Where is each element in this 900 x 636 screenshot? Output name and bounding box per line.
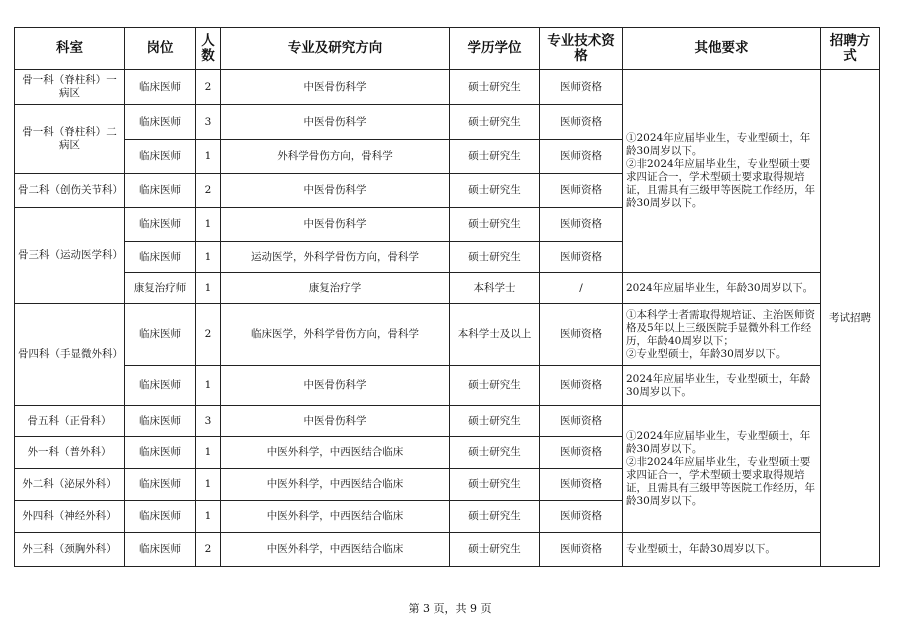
qualification-cell: 医师资格 <box>540 469 623 501</box>
count-cell: 1 <box>196 366 221 406</box>
dept-cell: 骨五科（正骨科） <box>15 406 125 437</box>
count-cell: 1 <box>196 469 221 501</box>
header-degree: 学历学位 <box>450 28 540 70</box>
dept-cell: 外二科（泌尿外科） <box>15 469 125 501</box>
count-cell: 1 <box>196 273 221 304</box>
degree-cell: 硕士研究生 <box>450 140 540 174</box>
header-count: 人数 <box>196 28 221 70</box>
dept-cell: 骨二科（创伤关节科） <box>15 174 125 208</box>
header-row <box>15 28 880 70</box>
position-cell: 临床医师 <box>125 501 196 533</box>
header-method: 招聘方式 <box>821 28 880 70</box>
count-cell: 3 <box>196 406 221 437</box>
count-cell: 2 <box>196 304 221 366</box>
position-cell: 临床医师 <box>125 533 196 567</box>
major-cell: 中医外科学，中西医结合临床 <box>221 501 450 533</box>
recruitment-table <box>14 27 880 567</box>
requirement-item: ①2024年应届毕业生，专业型硕士，年龄30周岁以下。 <box>626 430 811 455</box>
position-cell: 临床医师 <box>125 208 196 242</box>
dept-cell: 骨一科（脊柱科）一病区 <box>15 70 125 105</box>
dept-cell: 外三科（颈胸外科） <box>15 533 125 567</box>
major-cell: 中医骨伤科学 <box>221 105 450 140</box>
qualification-cell: 医师资格 <box>540 406 623 437</box>
other-requirements-cell: 2024年应届毕业生，专业型硕士，年龄30周岁以下。 <box>623 366 821 406</box>
position-cell: 临床医师 <box>125 70 196 105</box>
degree-cell: 硕士研究生 <box>450 366 540 406</box>
major-cell: 中医骨伤科学 <box>221 406 450 437</box>
position-cell: 临床医师 <box>125 174 196 208</box>
degree-cell: 本科学士 <box>450 273 540 304</box>
degree-cell: 硕士研究生 <box>450 105 540 140</box>
qualification-cell: 医师资格 <box>540 437 623 469</box>
count-cell: 1 <box>196 242 221 273</box>
position-cell: 临床医师 <box>125 366 196 406</box>
other-requirements-cell <box>623 304 821 366</box>
qualification-cell: 医师资格 <box>540 242 623 273</box>
degree-cell: 硕士研究生 <box>450 501 540 533</box>
position-cell: 临床医师 <box>125 469 196 501</box>
qualification-cell: 医师资格 <box>540 174 623 208</box>
count-cell: 1 <box>196 437 221 469</box>
qualification-cell: 医师资格 <box>540 140 623 174</box>
requirement-item: ①本科学士者需取得规培证、主治医师资格及5年以上三级医院手显微外科工作经历，年龄40周岁以下； <box>626 308 815 347</box>
qualification-cell: / <box>540 273 623 304</box>
table-row <box>15 273 880 304</box>
header-dept: 科室 <box>15 28 125 70</box>
degree-cell: 硕士研究生 <box>450 533 540 567</box>
major-cell: 康复治疗学 <box>221 273 450 304</box>
table-row <box>15 304 880 366</box>
other-requirements-cell <box>623 70 821 273</box>
qualification-cell: 医师资格 <box>540 366 623 406</box>
table-row <box>15 366 880 406</box>
degree-cell: 硕士研究生 <box>450 208 540 242</box>
position-cell: 临床医师 <box>125 242 196 273</box>
major-cell: 外科学骨伤方向，骨科学 <box>221 140 450 174</box>
requirement-item: ①2024年应届毕业生，专业型硕士，年龄30周岁以下。 <box>626 132 811 157</box>
major-cell: 中医骨伤科学 <box>221 366 450 406</box>
degree-cell: 硕士研究生 <box>450 242 540 273</box>
dept-cell: 外四科（神经外科） <box>15 501 125 533</box>
major-cell: 运动医学，外科学骨伤方向，骨科学 <box>221 242 450 273</box>
degree-cell: 硕士研究生 <box>450 174 540 208</box>
count-cell: 2 <box>196 70 221 105</box>
count-cell: 1 <box>196 208 221 242</box>
position-cell: 临床医师 <box>125 406 196 437</box>
count-cell: 2 <box>196 533 221 567</box>
table-row <box>15 406 880 437</box>
count-cell: 1 <box>196 140 221 174</box>
qualification-cell: 医师资格 <box>540 70 623 105</box>
degree-cell: 本科学士及以上 <box>450 304 540 366</box>
qualification-cell: 医师资格 <box>540 501 623 533</box>
count-cell: 2 <box>196 174 221 208</box>
dept-cell: 骨四科（手显微外科） <box>15 304 125 406</box>
major-cell: 中医外科学，中西医结合临床 <box>221 469 450 501</box>
dept-cell: 骨一科（脊柱科）二病区 <box>15 105 125 174</box>
qualification-cell: 医师资格 <box>540 208 623 242</box>
header-other: 其他要求 <box>623 28 821 70</box>
degree-cell: 硕士研究生 <box>450 437 540 469</box>
position-cell: 临床医师 <box>125 105 196 140</box>
table-row <box>15 70 880 105</box>
major-cell: 中医骨伤科学 <box>221 174 450 208</box>
requirement-item: ②专业型硕士，年龄30周岁以下。 <box>626 347 787 360</box>
qualification-cell: 医师资格 <box>540 304 623 366</box>
qualification-cell: 医师资格 <box>540 105 623 140</box>
other-requirements-cell: 专业型硕士，年龄30周岁以下。 <box>623 533 821 567</box>
header-position: 岗位 <box>125 28 196 70</box>
major-cell: 中医外科学，中西医结合临床 <box>221 437 450 469</box>
major-cell: 临床医学，外科学骨伤方向，骨科学 <box>221 304 450 366</box>
degree-cell: 硕士研究生 <box>450 70 540 105</box>
position-cell: 临床医师 <box>125 304 196 366</box>
other-requirements-cell <box>623 406 821 533</box>
page-footer: 第 3 页，共 9 页 <box>408 602 492 615</box>
header-qualification: 专业技术资格 <box>540 28 623 70</box>
requirement-item: ②非2024年应届毕业生，专业型硕士要求四证合一，学术型硕士要求取得规培证，且需具有三级甲等医院工作经历，年龄30周岁以下。 <box>626 158 815 209</box>
position-cell: 康复治疗师 <box>125 273 196 304</box>
major-cell: 中医外科学，中西医结合临床 <box>221 533 450 567</box>
position-cell: 临床医师 <box>125 140 196 174</box>
method-cell: 考试招聘 <box>821 70 880 567</box>
requirement-item: ②非2024年应届毕业生，专业型硕士要求四证合一，学术型硕士要求取得规培证，且需具有三级甲等医院工作经历，年龄30周岁以下。 <box>626 456 815 507</box>
major-cell: 中医骨伤科学 <box>221 70 450 105</box>
dept-cell: 骨三科（运动医学科） <box>15 208 125 304</box>
qualification-cell: 医师资格 <box>540 533 623 567</box>
degree-cell: 硕士研究生 <box>450 469 540 501</box>
other-requirements-cell: 2024年应届毕业生，年龄30周岁以下。 <box>623 273 821 304</box>
table-row <box>15 533 880 567</box>
degree-cell: 硕士研究生 <box>450 406 540 437</box>
count-cell: 3 <box>196 105 221 140</box>
position-cell: 临床医师 <box>125 437 196 469</box>
count-cell: 1 <box>196 501 221 533</box>
dept-cell: 外一科（普外科） <box>15 437 125 469</box>
major-cell: 中医骨伤科学 <box>221 208 450 242</box>
header-major: 专业及研究方向 <box>221 28 450 70</box>
